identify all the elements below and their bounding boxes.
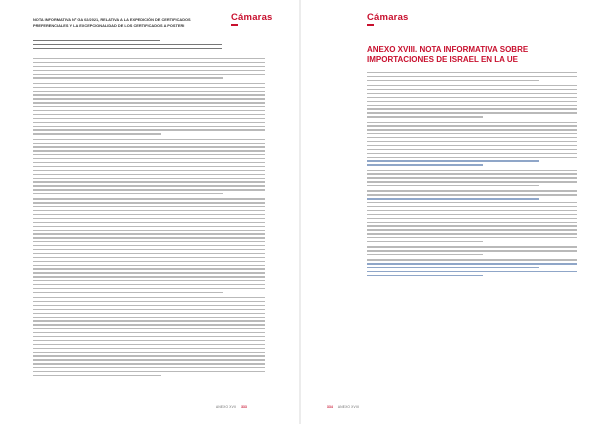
link-line[interactable]: [367, 198, 539, 199]
right-body-text: [367, 72, 577, 280]
link-line[interactable]: [367, 267, 539, 268]
paragraph: [367, 85, 577, 117]
paragraph: [367, 170, 577, 187]
link-line[interactable]: [367, 160, 539, 161]
footer-label: ANEXO XVII: [216, 405, 237, 409]
section-title: ANEXO XVIII. NOTA INFORMATIVA SOBRE IMPORTACIONES DE ISRAEL EN LA UE: [367, 45, 529, 64]
camaras-logo: [367, 13, 409, 26]
text-line: [33, 40, 160, 41]
text-line: [33, 44, 222, 45]
left-page: [0, 0, 299, 424]
paragraph: [367, 190, 577, 242]
logo-mark: [367, 24, 374, 26]
left-body-text: [33, 58, 265, 380]
link-line[interactable]: [367, 275, 483, 276]
asunto-block: [33, 40, 263, 52]
paragraph: [367, 259, 577, 276]
page-number: 333: [241, 405, 247, 409]
paragraph: [33, 58, 265, 79]
right-footer: [327, 405, 359, 409]
paragraph: [367, 72, 577, 81]
right-page: [301, 0, 600, 424]
paragraph: [367, 246, 577, 255]
text-line: [33, 48, 222, 49]
page-number: 334: [327, 405, 333, 409]
paragraph: [367, 122, 577, 166]
memo-title: NOTA INFORMATIVA Nº GA 02/2021, RELATIVA A LA EXPEDICIÓN DE CERTIFICADOS PREFERENCIALES Y LA EXCEPCIONALIDAD DE LOS CERTIFICADOS A POSTERI: [33, 17, 191, 28]
logo-wordmark: Cámaras: [367, 12, 409, 23]
link-line[interactable]: [367, 164, 483, 165]
camaras-logo: [231, 13, 273, 26]
link-line[interactable]: [367, 263, 577, 264]
paragraph: [33, 198, 265, 293]
logo-mark: [231, 24, 238, 26]
logo-wordmark: Cámaras: [231, 12, 273, 23]
paragraph: [33, 297, 265, 376]
paragraph: [33, 83, 265, 135]
link-line[interactable]: [367, 271, 577, 272]
paragraph: [33, 139, 265, 195]
footer-label: ANEXO XVIII: [337, 405, 360, 409]
left-footer: [216, 405, 247, 409]
